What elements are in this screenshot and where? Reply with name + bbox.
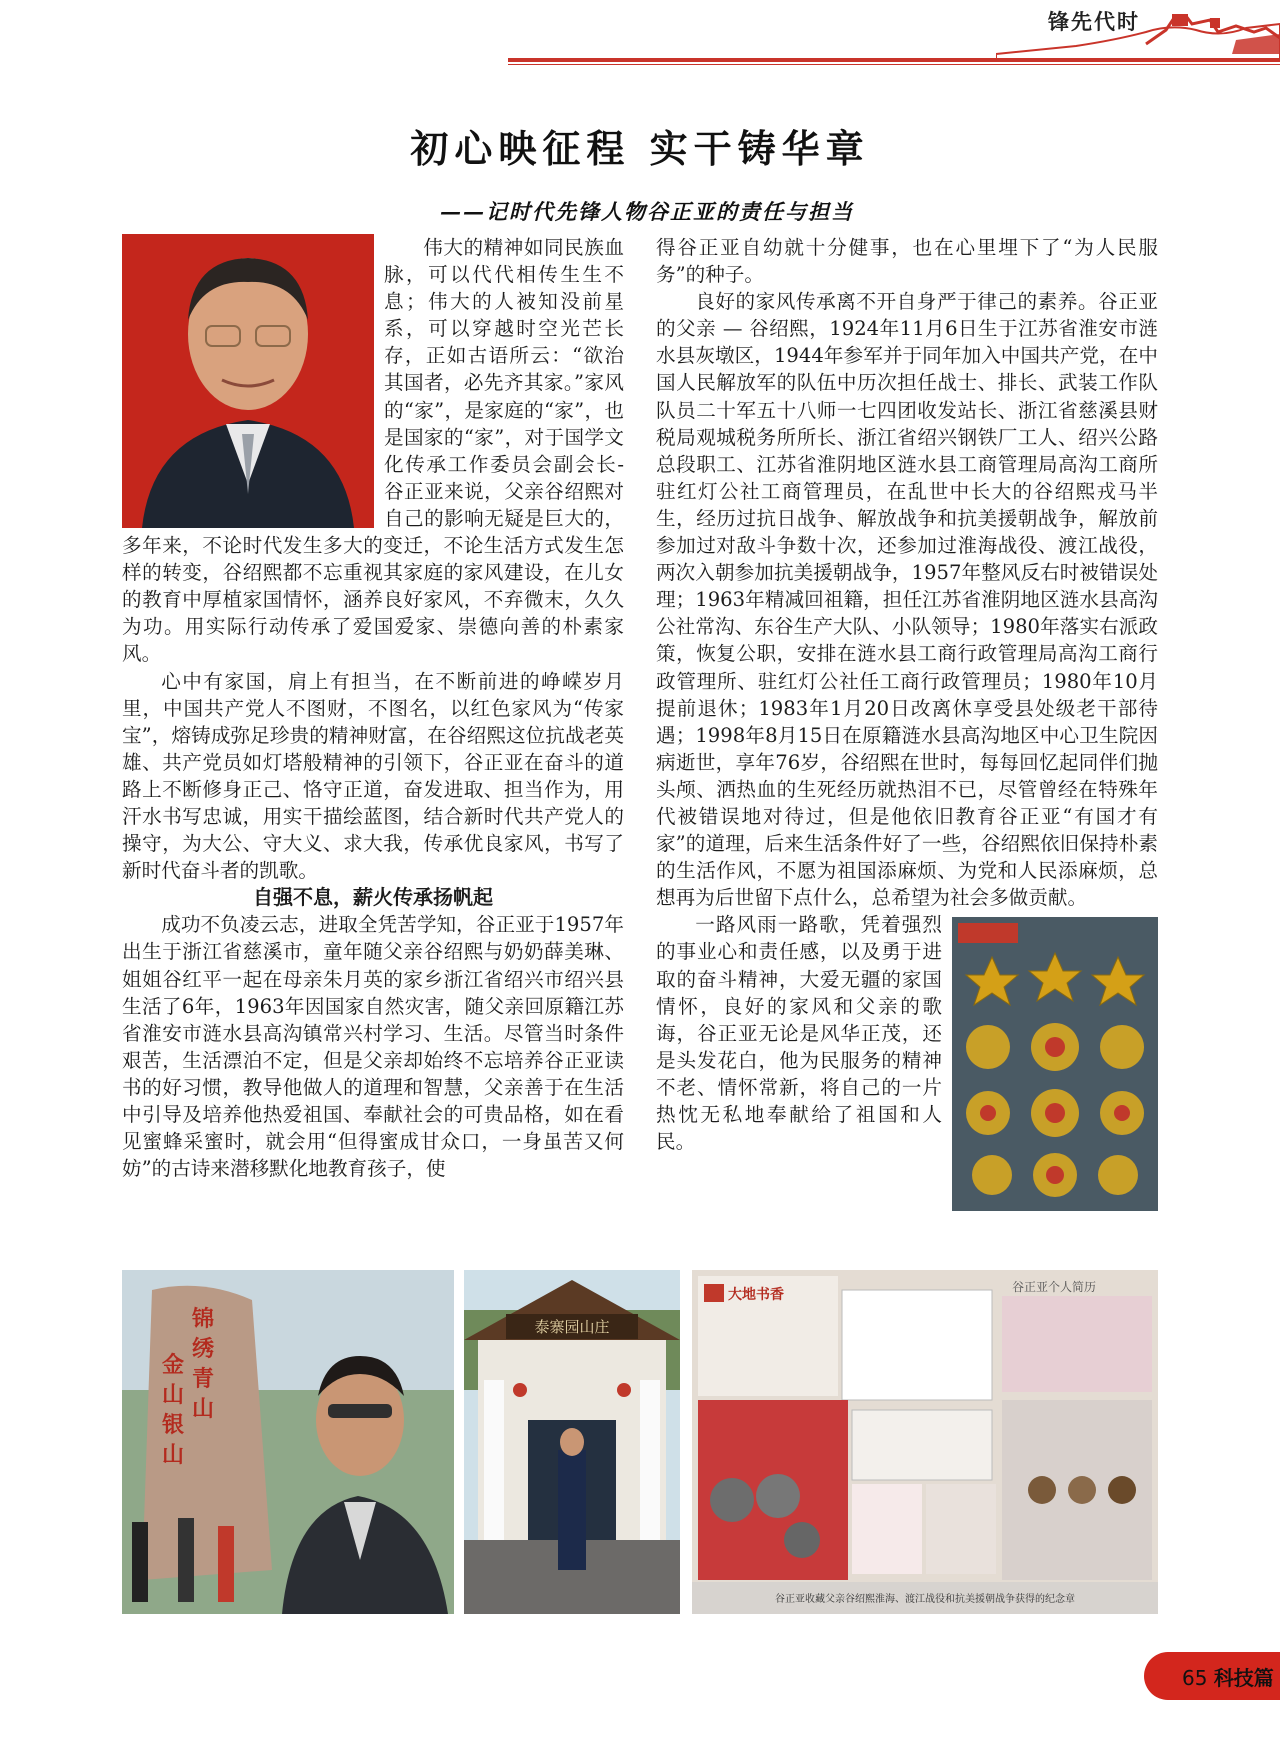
page-number: 65 [1182,1666,1208,1690]
section-heading: 自强不息，薪火传承扬帆起 [253,885,493,910]
article-subtitle: ——记时代先锋人物谷正亚的责任与担当 [440,199,854,224]
header-rule-thin [508,64,1280,65]
gate-sign: 泰寨园山庄 [506,1314,638,1339]
lodge-gate-photo [464,1270,680,1614]
article-title: 初心映征程 实干铸华章 [410,126,870,171]
documents-collection-photo [692,1270,1158,1614]
left-column [122,234,624,1182]
header-rule [508,58,1280,62]
paragraph: 良好的家风传承离不开自身严于律己的素养。谷正亚的父亲 — 谷绍熙，1924年11月6日生于江苏省淮安市涟水县灰墩区，1944年参军并于同年加入中国共产党，在中国人民解放军的队伍中历次担任战士、排长、武装工作队队员二十军五十八师一七四团收发站长、浙江省慈溪县财税局观城税务所所长、浙江省绍兴钢铁厂工人、绍兴公路总段职工、江苏省淮阴地区涟水县工商管理局高沟工商所驻红灯公社工商管理员，在乱世中长大的谷绍熙戎马半生，经历过抗日战争、解放战争和抗美援朝战争，解放前参加过对敌斗争数十次，还参加过淮海战役、渡江战役，两次入朝参加抗美援朝战争，1957年整风反右时被错误处理；1963年精减回祖籍，担任江苏省淮阴地区涟水县高沟公社常沟、东谷生产大队、小队领导；1980年落实右派政策，恢复公职，安排在涟水县工商行政管理局高沟工商行政管理所、驻红灯公社任工商行政管理员；1980年10月提前退休；1983年1月20日改离休享受县处级老干部待遇；1998年8月15日在原籍涟水县高沟地区中心卫生院因病逝世，享年76岁，谷绍熙在世时，每每回忆起同伴们抛头颅、洒热血的生死经历就热泪不已，尽管曾经在特殊年代被错误地对待过，但是他依旧教育谷正亚“有国才有家”的道理，后来生活条件好了一些，谷绍熙依旧保持朴素的生活作风，不愿为祖国添麻烦、为党和人民添麻烦，总想再为后世留下点什么，总希望为社会多做贡献。 [656,290,1158,910]
page-header [0,0,1280,70]
paragraph: 一路风雨一路歌，凭着强烈的事业心和责任感，以及勇于进取的奋斗精神，大爱无疆的家国情怀，良好的家风和父亲的歌诲，谷正亚无论是风华正茂，还是头发花白，他为民服务的精神不老、情怀常新，将自己的一片热忱无私地奉献给了祖国和人民。 [656,913,942,1154]
documents-collection-image [692,1270,1158,1614]
page-number-label [1182,1662,1274,1691]
portrait-figure [122,234,374,528]
column-name: 锋先代时 [1048,10,1140,34]
right-column [656,234,1158,1213]
bottom-photo-row [122,1270,1158,1614]
paragraph: 成功不负凌云志，进取全凭苦学知，谷正亚于1957年出生于浙江省慈溪市，童年随父亲谷绍熙与奶奶薛美琳、姐姐谷红平一起在母亲朱月英的家乡浙江省绍兴市绍兴县生活了6年，1963年因国家自然灾害，随父亲回原籍江苏省淮安市涟水县高沟镇常兴村学习、生活。尽管当时条件艰苦，生活漂泊不定，但是父亲却始终不忘培养谷正亚读书的好习惯，教导他做人的道理和智慧，父亲善于在生活中引导及培养他热爱祖国、奉献社会的可贵品格，如在看见蜜蜂采蜜时，就会用“但得蜜成甘众口，一身虽苦又何妨”的古诗来潜移默化地教育孩子，使 [122,913,624,1181]
paragraph: 心中有家国，肩上有担当，在不断前进的峥嵘岁月里，中国共产党人不图财，不图名，以红色家风为“传家宝”，熔铸成弥足珍贵的精神财富，在谷绍熙这位抗战老英雄、共产党员如灯塔般精神的引领下，谷正亚在奋斗的道路上不断修身正己、恪守正道，奋发进取、担当作为，用汗水书写忠诚，用实干描绘蓝图，结合新时代共产党人的操守，为大公、守大义、求大我，传承优良家风，书写了新时代奋斗者的凯歌。 [122,669,624,883]
stone-inscription-1: 锦绣青山 [192,1306,215,1422]
document-corner-label: 谷正亚个人简历 [1012,1280,1097,1294]
portrait-photo [122,234,374,528]
medals-photo [952,917,1158,1211]
paragraph: 得谷正亚自幼就十分健事，也在心里埋下了“为人民服务”的种子。 [656,236,1158,287]
photo-caption: 谷正亚收藏父亲谷绍熙淮海、渡江战役和抗美援朝战争获得的纪念章 [775,1594,1075,1605]
stone-inscription-2: 金山银山 [162,1352,185,1468]
section-name: 科技篇 [1213,1666,1274,1690]
stone-monument-photo [122,1270,454,1614]
document-header: 大地书香 [728,1287,784,1303]
medals-image [952,917,1158,1211]
paragraph: 伟大的精神如同民族血脉，可以代代相传生生不息；伟大的人被知没前星系，可以穿越时空光芒长存，正如古语所云：“欲治其国者，必先齐其家。”家风的“家”，是家庭的“家”，也是国家的“家”，对于国学文化传承工作委员会副会长-谷正亚来说，父亲谷绍熙对自己的影响无疑是巨大的，多年来，不论时代发生多大的变迁，不论生活方式发生怎样的转变，谷绍熙都不忘重视其家庭的家风建设，在儿女的教育中厚植家国情怀，涵养良好家风，不弃微末，久久为功。用实际行动传承了爱国爱家、崇德向善的朴素家风。 [122,236,624,666]
